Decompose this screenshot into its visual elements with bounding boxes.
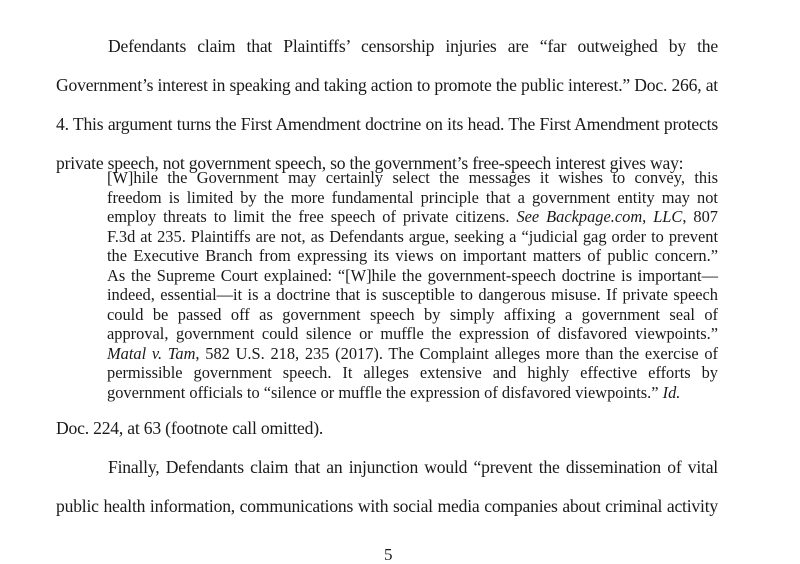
case-citation: See Backpage.com, LLC bbox=[516, 207, 683, 226]
block-quote-line-6: As the Supreme Court explained: “[W]hile the government-speech doctrine is important— bbox=[107, 265, 718, 285]
page-number: 5 bbox=[384, 545, 393, 564]
block-quote-text: employ threats to limit the free speech of private citizens. bbox=[107, 207, 517, 226]
paragraph-2-line-2: public health information, communications with social media companies about criminal activity bbox=[56, 496, 718, 516]
paragraph-1-line-1: Defendants claim that Plaintiffs’ censorship injuries are “far outweighed by the bbox=[108, 36, 718, 56]
block-quote-line-4: F.3d at 235. Plaintiffs are not, as Defendants argue, seeking a “judicial gag order to prevent bbox=[107, 226, 718, 246]
block-quote-line-5: the Executive Branch from expressing its views on important matters of public concern.” bbox=[107, 246, 718, 265]
block-quote-text: government officials to “silence or muffle the expression of disfavored viewpoints.” bbox=[107, 382, 663, 402]
block-quote-line-7: indeed, essential—it is a doctrine that is susceptible to dangerous misuse. If private speech bbox=[107, 285, 718, 304]
block-quote-line-2: freedom is limited by the more fundamental principle that a government entity may not bbox=[107, 187, 718, 207]
paragraph-1-line-3: 4. This argument turns the First Amendment doctrine on its head. The First Amendment protects bbox=[56, 114, 718, 134]
block-quote-text: , 582 U.S. 218, 235 (2017). The Complaint alleges more than the exercise of bbox=[195, 343, 718, 363]
citation-line: Doc. 224, at 63 (footnote call omitted). bbox=[56, 418, 324, 438]
block-quote-line-9: approval, government could silence or muffle the expression of disfavored viewpoints.” bbox=[107, 324, 718, 343]
block-quote-line-12 bbox=[107, 382, 718, 402]
block-quote-line-8: could be passed off as government speech by simply affixing a government seal of bbox=[107, 304, 718, 324]
case-citation: Id. bbox=[662, 382, 681, 402]
paragraph-1-line-4: private speech, not government speech, so the government’s free-speech interest gives way: bbox=[56, 153, 684, 173]
case-citation: Matal v. Tam bbox=[107, 343, 196, 363]
block-quote-line-1: [W]hile the Government may certainly select the messages it wishes to convey, this bbox=[107, 168, 718, 187]
paragraph-1-line-2: Government’s interest in speaking and taking action to promote the public interest.” Doc. 266, at bbox=[56, 75, 718, 95]
paragraph-2-line-1: Finally, Defendants claim that an injunction would “prevent the dissemination of vital bbox=[108, 457, 718, 477]
block-quote-line-10 bbox=[107, 343, 718, 363]
block-quote-text: , 807 bbox=[682, 207, 719, 226]
block-quote-line-11: permissible government speech. It alleges extensive and highly effective efforts by bbox=[107, 363, 718, 382]
block-quote-line-3 bbox=[107, 209, 718, 225]
